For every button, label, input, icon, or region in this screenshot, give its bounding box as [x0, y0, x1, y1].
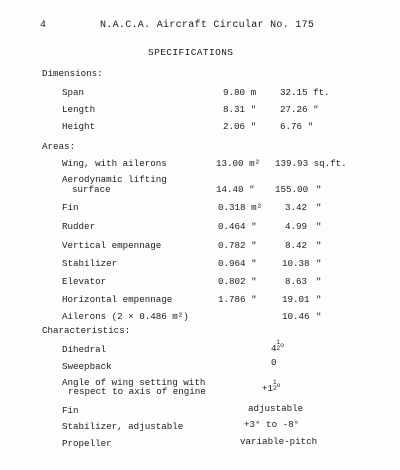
value-aero-english: 155.00 — [275, 184, 309, 195]
value-span-english: 32.15 ft. — [280, 87, 330, 98]
row-label-height: Height — [62, 121, 96, 132]
value-vertical-empennage-unit: " — [316, 240, 322, 251]
value-angle — [262, 380, 281, 394]
value-fin-characteristic: adjustable — [248, 403, 304, 414]
value-rudder-unit: " — [316, 221, 322, 232]
value-height-metric: 2.06 " — [223, 121, 257, 132]
value-height-english: 6.76 " — [280, 121, 314, 132]
row-label-angle-1: Angle of wing setting with — [62, 377, 206, 388]
row-label-rudder: Rudder — [62, 221, 96, 232]
row-label-horizontal-empennage: Horizontal empennage — [62, 294, 173, 305]
page-number: 4 — [40, 20, 47, 31]
specifications-heading: SPECIFICATIONS — [148, 47, 234, 58]
row-label-vertical-empennage: Vertical empennage — [62, 240, 162, 251]
row-label-aero-1: Aerodynamic lifting — [62, 174, 167, 185]
row-label-sweepback: Sweepback — [62, 361, 112, 372]
value-fin-unit: " — [316, 202, 322, 213]
angle-prefix: +1 — [262, 383, 274, 394]
section-dimensions: Dimensions: — [42, 68, 103, 79]
dihedral-fraction: 1 2 — [276, 339, 281, 352]
row-label-stabilizer-adjustable: Stabilizer, adjustable — [62, 421, 184, 432]
value-rudder-english: 4.99 — [285, 221, 308, 232]
row-label-propeller: Propeller — [62, 438, 112, 449]
value-stabilizer-range: +3° to -8° — [244, 419, 300, 430]
value-elevator-metric: 0.802 " — [218, 276, 257, 287]
value-aero-metric: 14.40 " — [216, 184, 255, 195]
value-propeller: variable-pitch — [240, 436, 318, 447]
value-length-metric: 8.31 " — [223, 104, 257, 115]
angle-degree: o — [276, 382, 281, 389]
value-ailerons-unit: " — [316, 311, 322, 322]
value-elevator-english: 8.63 — [285, 276, 308, 287]
value-rudder-metric: 0.464 " — [218, 221, 257, 232]
value-ailerons-english: 10.46 — [282, 311, 310, 322]
value-sweepback: 0 — [271, 357, 277, 368]
value-elevator-unit: " — [316, 276, 322, 287]
row-label-dihedral: Dihedral — [62, 344, 107, 355]
value-horizontal-empennage-metric: 1.786 " — [218, 294, 257, 305]
value-length-english: 27.26 " — [280, 104, 319, 115]
value-stabilizer-unit: " — [316, 258, 322, 269]
value-vertical-empennage-metric: 0.782 " — [218, 240, 257, 251]
section-characteristics: Characteristics: — [42, 325, 131, 336]
value-dihedral — [271, 340, 284, 354]
row-label-wing: Wing, with ailerons — [62, 158, 167, 169]
value-span-metric: 9.80 m — [223, 87, 257, 98]
row-label-ailerons: Ailerons (2 × 0.486 m²) — [62, 311, 189, 322]
document-title: N.A.C.A. Aircraft Circular No. 175 — [100, 20, 315, 31]
row-label-elevator: Elevator — [62, 276, 107, 287]
row-label-length: Length — [62, 104, 96, 115]
value-stabilizer-english: 10.38 — [282, 258, 310, 269]
value-aero-unit: " — [316, 184, 322, 195]
row-label-angle-2: respect to axis of engine — [68, 386, 206, 397]
row-label-fin: Fin — [62, 202, 79, 213]
section-areas: Areas: — [42, 141, 76, 152]
value-horizontal-empennage-english: 19.01 — [282, 294, 310, 305]
row-label-aero-2: surface — [72, 184, 111, 195]
dihedral-degree: o — [280, 342, 285, 349]
value-fin-metric: 0.318 m² — [218, 202, 263, 213]
row-label-span: Span — [62, 87, 85, 98]
value-horizontal-empennage-unit: " — [316, 294, 322, 305]
value-stabilizer-metric: 0.964 " — [218, 258, 257, 269]
row-label-fin-characteristic: Fin — [62, 405, 79, 416]
value-wing-metric: 13.00 m² — [216, 158, 261, 169]
angle-fraction: 1 2 — [273, 379, 277, 392]
value-fin-english: 3.42 — [285, 202, 308, 213]
value-wing-english: 139.93 sq.ft. — [275, 158, 347, 169]
row-label-stabilizer: Stabilizer — [62, 258, 118, 269]
value-vertical-empennage-english: 8.42 — [285, 240, 308, 251]
dihedral-whole: 4 — [271, 343, 277, 354]
